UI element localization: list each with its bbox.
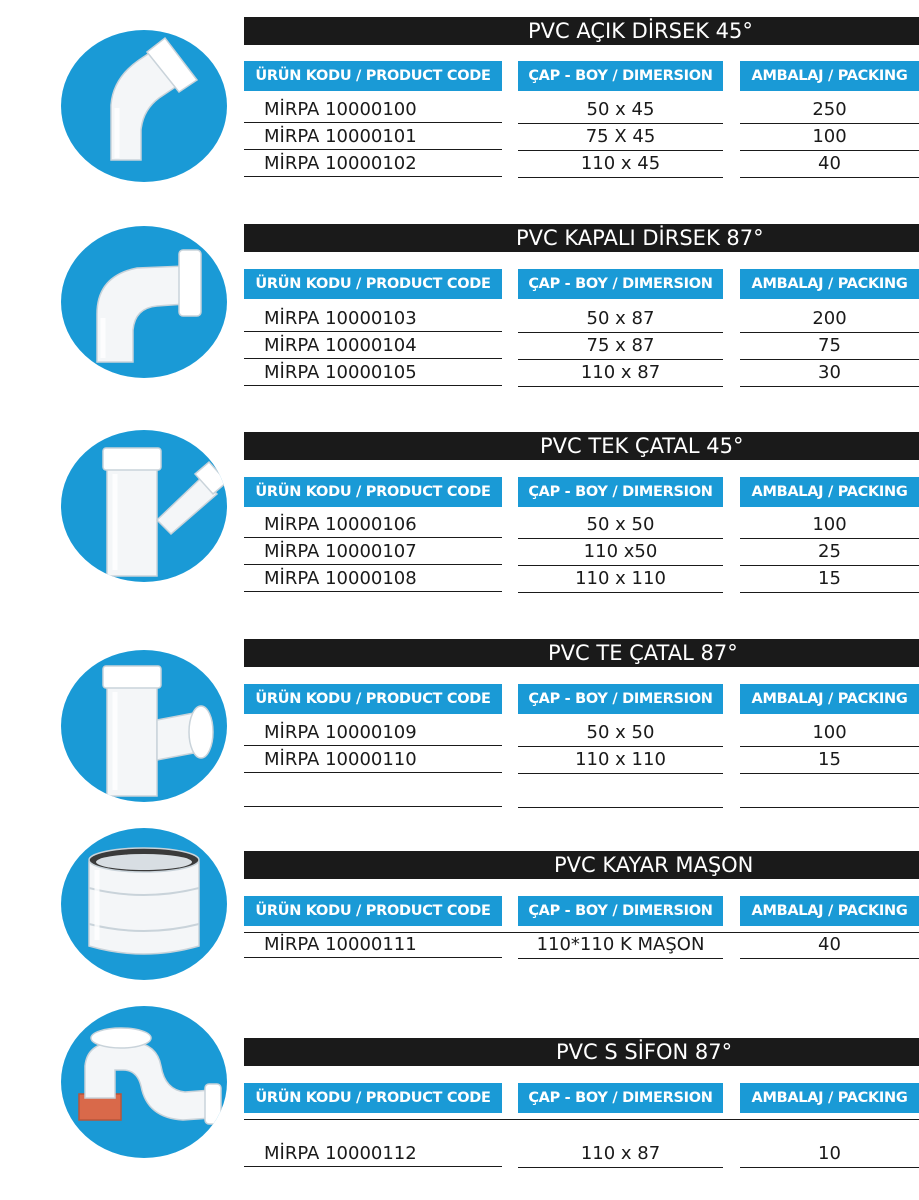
- product-code: MİRPA 10000111: [244, 932, 502, 958]
- section-title: PVC TEK ÇATAL 45°: [244, 432, 919, 460]
- dimension: 50 x 50: [518, 720, 723, 747]
- product-code: MİRPA 10000105: [244, 360, 502, 386]
- table-row: [0, 333, 919, 360]
- packing: 40: [740, 151, 919, 178]
- dimension: 110 x 110: [518, 747, 723, 774]
- dimension: 50 x 45: [518, 97, 723, 124]
- header-packing: AMBALAJ / PACKING: [740, 684, 919, 714]
- table-row: [0, 512, 919, 539]
- product-code: MİRPA 10000104: [244, 333, 502, 359]
- dimension: 50 x 87: [518, 306, 723, 333]
- packing: 15: [740, 566, 919, 593]
- header-packing: AMBALAJ / PACKING: [740, 477, 919, 507]
- header-product-code: ÜRÜN KODU / PRODUCT CODE: [244, 269, 502, 299]
- table-row: [0, 124, 919, 151]
- table-row: [0, 306, 919, 333]
- dimension: 75 X 45: [518, 124, 723, 151]
- product-image: [61, 1006, 227, 1158]
- table-row: [0, 747, 919, 774]
- dimension: 110 x 87: [518, 360, 723, 387]
- header-dimension: ÇAP - BOY / DIMERSION: [518, 1083, 723, 1113]
- header-product-code: ÜRÜN KODU / PRODUCT CODE: [244, 477, 502, 507]
- header-dimension: ÇAP - BOY / DIMERSION: [518, 269, 723, 299]
- packing: 40: [740, 932, 919, 959]
- header-product-code: ÜRÜN KODU / PRODUCT CODE: [244, 684, 502, 714]
- table-row: [0, 781, 919, 808]
- product-code: MİRPA 10000107: [244, 539, 502, 565]
- header-product-code: ÜRÜN KODU / PRODUCT CODE: [244, 61, 502, 91]
- packing: 75: [740, 333, 919, 360]
- packing: 15: [740, 747, 919, 774]
- dimension: 75 x 87: [518, 333, 723, 360]
- dimension: 110*110 K MAŞON: [518, 932, 723, 959]
- product-code: MİRPA 10000100: [244, 97, 502, 123]
- product-code: MİRPA 10000110: [244, 747, 502, 773]
- section-title: PVC KAPALI DİRSEK 87°: [244, 224, 919, 252]
- dimension: 50 x 50: [518, 512, 723, 539]
- table-row: [0, 566, 919, 593]
- packing: 30: [740, 360, 919, 387]
- product-code: MİRPA 10000112: [244, 1141, 502, 1167]
- packing: [740, 781, 919, 808]
- s-trap-icon: [61, 1006, 227, 1158]
- header-product-code: ÜRÜN KODU / PRODUCT CODE: [244, 1083, 502, 1113]
- dimension: 110 x50: [518, 539, 723, 566]
- packing: 100: [740, 124, 919, 151]
- header-dimension: ÇAP - BOY / DIMERSION: [518, 61, 723, 91]
- packing: 100: [740, 512, 919, 539]
- header-rule: [244, 1119, 919, 1120]
- packing: 10: [740, 1141, 919, 1168]
- header-dimension: ÇAP - BOY / DIMERSION: [518, 684, 723, 714]
- table-row: [0, 1141, 919, 1168]
- product-code: MİRPA 10000106: [244, 512, 502, 538]
- dimension: 110 x 87: [518, 1141, 723, 1168]
- dimension: 110 x 110: [518, 566, 723, 593]
- section-title: PVC TE ÇATAL 87°: [244, 639, 919, 667]
- section-title: PVC KAYAR MAŞON: [244, 851, 919, 879]
- table-row: [0, 720, 919, 747]
- table-row: [0, 97, 919, 124]
- header-dimension: ÇAP - BOY / DIMERSION: [518, 896, 723, 926]
- packing: 25: [740, 539, 919, 566]
- header-product-code: ÜRÜN KODU / PRODUCT CODE: [244, 896, 502, 926]
- packing: 100: [740, 720, 919, 747]
- product-code: MİRPA 10000109: [244, 720, 502, 746]
- table-row: [0, 360, 919, 387]
- table-row: [0, 932, 919, 959]
- dimension: 110 x 45: [518, 151, 723, 178]
- section-title: PVC S SİFON 87°: [244, 1038, 919, 1066]
- packing: 250: [740, 97, 919, 124]
- product-code: MİRPA 10000102: [244, 151, 502, 177]
- header-packing: AMBALAJ / PACKING: [740, 1083, 919, 1113]
- dimension: [518, 781, 723, 808]
- section-title: PVC AÇIK DİRSEK 45°: [244, 17, 919, 45]
- product-code: [244, 781, 502, 807]
- header-packing: AMBALAJ / PACKING: [740, 269, 919, 299]
- product-code: MİRPA 10000103: [244, 306, 502, 332]
- product-code: MİRPA 10000101: [244, 124, 502, 150]
- product-code: MİRPA 10000108: [244, 566, 502, 592]
- packing: 200: [740, 306, 919, 333]
- table-row: [0, 151, 919, 178]
- header-packing: AMBALAJ / PACKING: [740, 61, 919, 91]
- header-packing: AMBALAJ / PACKING: [740, 896, 919, 926]
- header-dimension: ÇAP - BOY / DIMERSION: [518, 477, 723, 507]
- table-row: [0, 539, 919, 566]
